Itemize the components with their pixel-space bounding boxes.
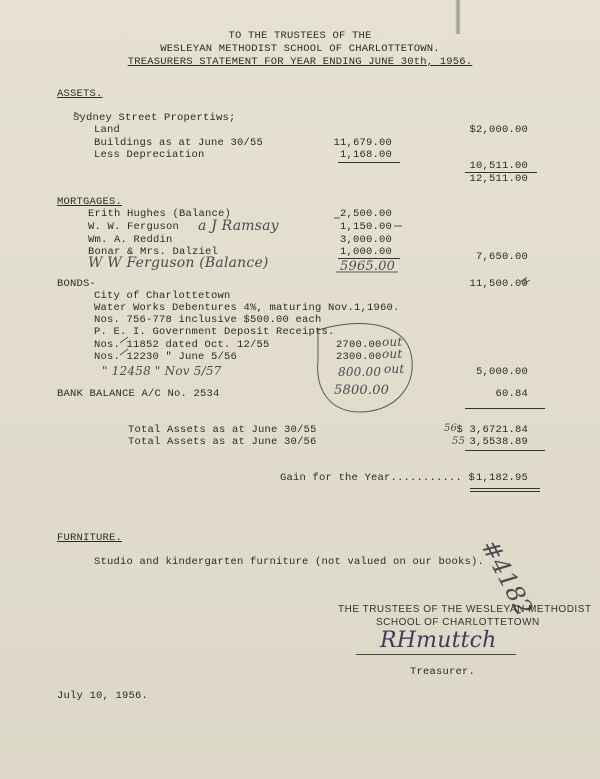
total-assets-55-prefix: 56 xyxy=(444,423,458,434)
sydney-street-label: Sydney Street Propertiws; xyxy=(73,112,236,124)
mortgage-name-4: Bonar & Mrs. Dalziel xyxy=(88,246,219,258)
city-label: City of Charlottetown xyxy=(94,290,231,302)
total-assets-55-value: $ 3,6721.84 xyxy=(456,424,528,436)
total-assets-56-value: 3,5538.89 xyxy=(469,436,528,448)
debenture-nos-label: Nos. 756-778 inclusive $500.00 each xyxy=(94,314,322,326)
land-value: $2,000.00 xyxy=(469,124,528,136)
header-line-1: TO THE TRUSTEES OF THE xyxy=(228,30,372,42)
stamp-line-1: THE TRUSTEES OF THE WESLEYAN METHODIST xyxy=(338,604,592,615)
receipt-2-note: out xyxy=(382,347,403,361)
mortgage-name-3: Wm. A. Reddin xyxy=(88,234,173,246)
total-assets-56-label: Total Assets as at June 30/56 xyxy=(128,436,317,448)
hand-ramsay: a J Ramsay xyxy=(198,218,279,234)
bonds-heading: BONDS- xyxy=(57,278,97,290)
bonds-total-value: 5,000.00 xyxy=(475,366,528,378)
mortgages-total-value: 7,650.00 xyxy=(475,251,528,263)
bank-label: BANK BALANCE A/C No. 2534 xyxy=(57,388,220,400)
mortgage-value-2: 1,150.00 xyxy=(339,221,392,233)
buildings-label: Buildings as at June 30/55 xyxy=(94,137,264,149)
land-label: Land xyxy=(94,124,121,136)
header-line-2: WESLEYAN METHODIST SCHOOL OF CHARLOTTETOWN. xyxy=(160,43,440,55)
bonds-total-top: 11,500.00 xyxy=(469,278,528,290)
mortgage-value-3: 3,000.00 xyxy=(339,234,392,246)
squiggle-mark xyxy=(520,278,530,284)
mortgage-name-1: Erith Hughes (Balance) xyxy=(88,208,232,220)
treasurer-role: Treasurer. xyxy=(410,666,476,678)
receipt-3-value: 800.00 xyxy=(338,365,382,379)
treasurer-signature: RHmuttch xyxy=(380,628,497,653)
receipt-3-hand: " 12458 " Nov 5/57 xyxy=(102,364,222,378)
hand-ferguson-balance: W W Ferguson (Balance) xyxy=(88,255,269,271)
stamp-line-2: SCHOOL OF CHARLOTTETOWN xyxy=(376,617,540,628)
net-buildings-value: 10,511.00 xyxy=(469,160,528,172)
property-total-value: 12,511.00 xyxy=(469,173,528,185)
bank-value: 60.84 xyxy=(495,388,528,400)
assets-heading: ASSETS. xyxy=(57,88,103,100)
buildings-value: 11,679.00 xyxy=(333,137,392,149)
depreciation-label: Less Depreciation xyxy=(94,149,205,161)
receipt-2-value: 2300.00 xyxy=(336,351,382,363)
strike-receipt-2 xyxy=(120,349,128,355)
depreciation-value: 1,168.00 xyxy=(339,149,392,161)
receipt-1-value: 2700.00 xyxy=(336,339,382,351)
hand-bonds-sum: 5800.00 xyxy=(334,383,390,398)
furniture-heading: FURNITURE. xyxy=(57,532,123,544)
receipt-3-note: out xyxy=(384,362,405,376)
gain-value: 1,182.95 xyxy=(475,472,528,484)
gain-label: Gain for the Year........... $ xyxy=(280,472,476,484)
mortgages-heading: MORTGAGES. xyxy=(57,196,123,208)
mortgage-name-2: W. W. Ferguson xyxy=(88,221,180,233)
hand-mortgage-total: 5965.00 xyxy=(340,259,396,274)
total-assets-56-prefix: 55 xyxy=(452,436,466,447)
waterworks-label: Water Works Debentures 4%, maturing Nov.1,1960. xyxy=(94,302,400,314)
furniture-text: Studio and kindergarten furniture (not valued on our books). xyxy=(94,556,485,568)
receipt-1-note: out xyxy=(382,335,403,349)
receipt-1-label: Nos. 11852 dated Oct. 12/55 xyxy=(94,339,270,351)
hand-circle xyxy=(318,324,413,412)
header-line-3: TREASURERS STATEMENT FOR YEAR ENDING JUNE 30th, 1956. xyxy=(127,56,473,68)
strike-receipt-1 xyxy=(120,337,128,343)
tick-mark xyxy=(75,112,80,116)
pei-label: P. E. I. Government Deposit Receipts. xyxy=(94,326,335,338)
total-assets-55-label: Total Assets as at June 30/55 xyxy=(128,424,317,436)
margin-note: #4182 xyxy=(475,535,539,621)
statement-date: July 10, 1956. xyxy=(57,690,149,702)
receipt-2-label: Nos. 12230 " June 5/56 xyxy=(94,351,238,363)
mortgage-value-4: 1,000.00 xyxy=(339,246,392,258)
mortgage-value-1: 2,500.00 xyxy=(339,208,392,220)
